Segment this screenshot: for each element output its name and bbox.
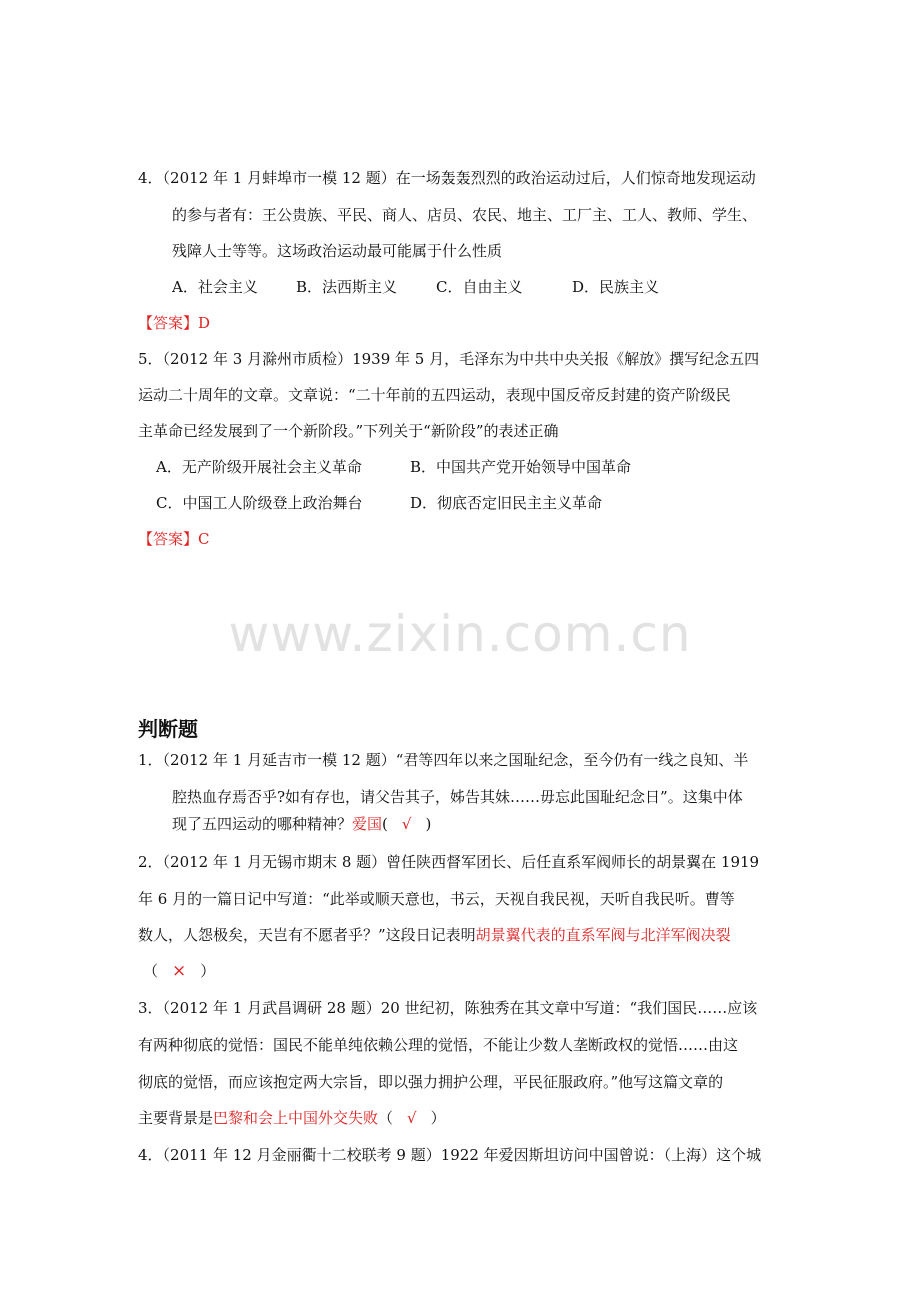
j1-line-2: 腔热血存焉否乎?如有存也，请父告其子，姊告其妹……毋忘此国耻纪念日”。这集中体	[172, 788, 743, 806]
j3-line-1: 3．（2012 年 1 月武昌调研 28 题）20 世纪初，陈独秀在其文章中写道：“我们国民……应该	[138, 999, 758, 1017]
j1-line-3	[172, 814, 431, 834]
section-title: 判断题	[138, 717, 198, 741]
q5-option-a: A．无产阶级开展社会主义革命	[156, 458, 362, 476]
j1-answer: 爱国	[352, 815, 383, 833]
j2-mark-line	[143, 961, 215, 981]
j3-open-paren: （	[378, 1109, 394, 1127]
j3-line-2: 有两种彻底的觉悟：国民不能单纯依赖公理的觉悟，不能让少数人垄断政权的觉悟……由这	[138, 1036, 739, 1054]
cross-icon: ×	[172, 961, 187, 981]
q5-answer: 【答案】C	[138, 530, 210, 548]
j2-open-paren: （	[143, 962, 159, 980]
q4-answer: 【答案】D	[138, 314, 211, 332]
watermark: www.zixin.com.cn	[228, 605, 692, 663]
check-icon: √	[407, 1109, 417, 1127]
j2-close-paren: ）	[200, 962, 216, 980]
j4-line-1: 4．（2011 年 12 月金丽衢十二校联考 9 题）1922 年爱因斯坦访问中国曾说：（上海）这个城	[138, 1146, 762, 1164]
check-icon: √	[401, 815, 412, 833]
q5-options-row-2	[156, 493, 602, 513]
j2-line-3	[138, 925, 731, 945]
q5-line-2: 运动二十周年的文章。文章说：“二十年前的五四运动，表现中国反帝反封建的资产阶级民	[138, 386, 731, 404]
q5-option-d: D．彻底否定旧民主主义革命	[410, 494, 603, 512]
j2-line-1: 2．（2012 年 1 月无锡市期末 8 题）曾任陕西督军团长、后任直系军阀师长的胡景翼在 1919	[138, 853, 760, 871]
j1-line-1: 1．（2012 年 1 月延吉市一模 12 题）“君等四年以来之国耻纪念，至今仍有一线之良知、半	[138, 751, 749, 769]
q4-option-b: B．法西斯主义	[296, 278, 398, 296]
q4-line-1: 4．（2012 年 1 月蚌埠市一模 12 题）在一场轰轰烈烈的政治运动过后，人们惊奇地发现运动	[138, 169, 756, 187]
q4-options	[172, 277, 659, 297]
j3-line-4	[138, 1108, 446, 1128]
j3-close-paren: ）	[430, 1109, 446, 1127]
q5-line-3: 主革命已经发展到了一个新阶段。”下列关于“新阶段”的表述正确	[138, 422, 559, 440]
q5-option-b: B．中国共产党开始领导中国革命	[410, 458, 632, 476]
q5-option-c: C．中国工人阶级登上政治舞台	[156, 494, 363, 512]
q4-option-d: D．民族主义	[572, 278, 660, 296]
j2-answer: 胡景翼代表的直系军阀与北洋军阀决裂	[475, 926, 731, 944]
q4-line-2: 的参与者有：王公贵族、平民、商人、店员、农民、地主、工厂主、工人、教师、学生、	[172, 206, 758, 224]
q4-line-3: 残障人士等等。这场政治运动最可能属于什么性质	[172, 242, 503, 260]
q4-option-c: C．自由主义	[436, 278, 523, 296]
j3-line-3: 彻底的觉悟，而应该抱定两大宗旨，即以强力拥护公理，平民征服政府。”他写这篇文章的	[138, 1073, 724, 1091]
j2-line-2: 年 6 月的一篇日记中写道：“此举或顺天意也，书云，天视自我民视，天听自我民听。曹等	[138, 890, 735, 908]
j2-question-text: 数人，人怨极矣，天岂有不愿者乎？”这段日记表明	[138, 926, 476, 944]
j3-question-text: 主要背景是	[138, 1109, 214, 1127]
j3-answer: 巴黎和会上中国外交失败	[213, 1109, 379, 1127]
q5-line-1: 5．（2012 年 3 月滁州市质检）1939 年 5 月，毛泽东为中共中央关报《解放》撰写纪念五四	[138, 350, 760, 368]
j1-question-text: 现了五四运动的哪种精神？	[172, 815, 353, 833]
q4-option-a: A．社会主义	[172, 278, 258, 296]
j1-open-paren: (	[382, 815, 388, 833]
j1-close-paren: )	[425, 815, 432, 833]
q5-options-row-1	[156, 457, 631, 477]
